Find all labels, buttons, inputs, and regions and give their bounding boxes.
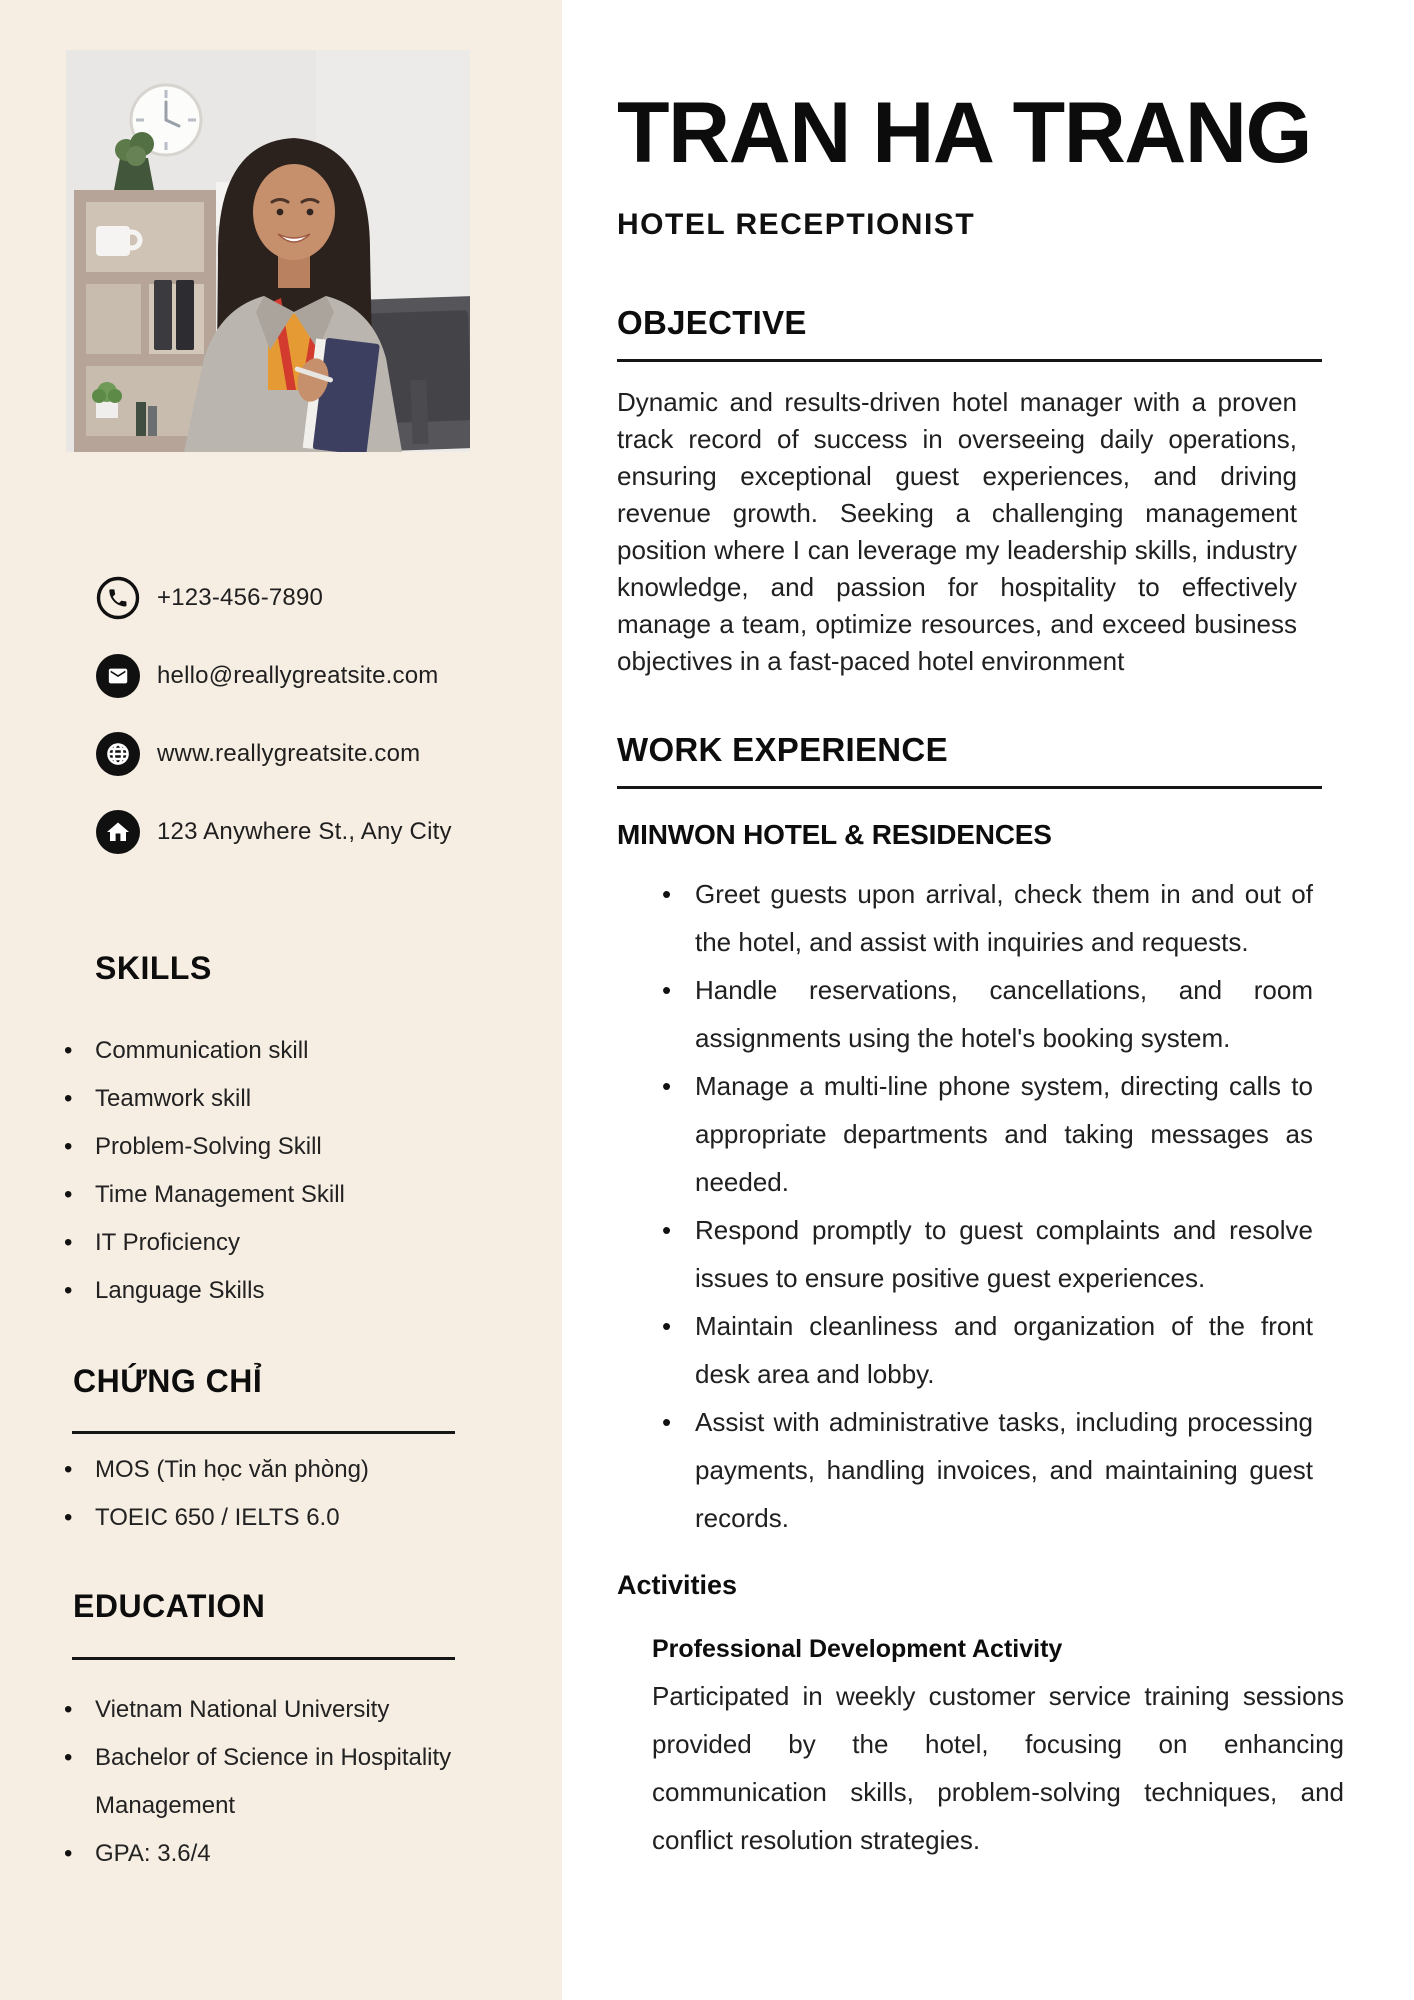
email-icon — [96, 654, 140, 698]
employer-name: MINWON HOTEL & RESIDENCES — [617, 819, 1052, 850]
work-bullet: • Assist with administrative tasks, including processing payments, handling invoices, and maintaining guest records. — [617, 1398, 1313, 1542]
skills-list — [62, 1027, 562, 1315]
certificates-list — [62, 1446, 562, 1542]
skill-item: • Language Skills — [62, 1267, 454, 1315]
objective-text: Dynamic and results-driven hotel manager with a proven track record of success in overseeing daily operations, ensuring exceptional guest experiences, and driving revenue growth. Seeking a challenging management position where I can leverage my leadership skills, industry knowledge, and passion for hospitality to effectively manage a team, optimize resources, and exceed business objectives in a fast-paced hotel environment — [617, 387, 1297, 676]
contact-address — [96, 810, 562, 854]
work-bullet: • Greet guests upon arrival, check them in and out of the hotel, and assist with inquiries and requests. — [617, 870, 1313, 966]
contact-block — [96, 576, 562, 854]
work-experience-divider — [617, 786, 1322, 789]
education-list — [62, 1686, 562, 1878]
education-item: • Vietnam National University — [62, 1686, 452, 1734]
skill-item: • IT Proficiency — [62, 1219, 454, 1267]
education-item: • GPA: 3.6/4 — [62, 1830, 452, 1878]
education-heading: EDUCATION — [73, 1588, 266, 1624]
skills-heading: SKILLS — [95, 950, 212, 986]
activity-text: Participated in weekly customer service training sessions provided by the hotel, focusing on enhancing communication skills, problem-solving techniques, and conflict resolution strategies. — [652, 1681, 1344, 1855]
work-bullet: • Manage a multi-line phone system, directing calls to appropriate departments and taking messages as needed. — [617, 1062, 1313, 1206]
phone-number: +123-456-7890 — [157, 584, 324, 611]
certificate-item: • MOS (Tin học văn phòng) — [62, 1446, 454, 1494]
education-divider — [72, 1657, 455, 1660]
skill-item: • Teamwork skill — [62, 1075, 454, 1123]
work-bullet: • Maintain cleanliness and organization of the front desk area and lobby. — [617, 1302, 1313, 1398]
contact-website — [96, 732, 562, 776]
education-item: • Bachelor of Science in Hospitality Management — [62, 1734, 452, 1830]
certificates-divider — [72, 1431, 455, 1434]
skill-item: • Communication skill — [62, 1027, 454, 1075]
work-experience-heading: WORK EXPERIENCE — [617, 731, 948, 768]
website-icon — [96, 732, 140, 776]
job-title: HOTEL RECEPTIONIST — [617, 208, 976, 241]
work-bullet: • Respond promptly to guest complaints and resolve issues to ensure positive guest experiences. — [617, 1206, 1313, 1302]
skill-item: • Problem-Solving Skill — [62, 1123, 454, 1171]
website-url: www.reallygreatsite.com — [157, 740, 421, 767]
skill-item: • Time Management Skill — [62, 1171, 454, 1219]
activities-heading: Activities — [617, 1570, 738, 1600]
candidate-name: TRAN HA TRANG — [617, 85, 1311, 181]
address-text: 123 Anywhere St., Any City — [157, 818, 452, 845]
profile-photo-illustration — [66, 50, 470, 452]
work-experience-list — [617, 870, 1313, 1542]
phone-icon — [96, 576, 140, 620]
sidebar — [0, 0, 562, 2000]
email-address: hello@reallygreatsite.com — [157, 662, 439, 689]
objective-divider — [617, 359, 1322, 362]
main-content — [562, 0, 1414, 2000]
contact-phone — [96, 576, 562, 620]
activity-subheading: Professional Development Activity — [652, 1635, 1063, 1663]
certificate-item: • TOEIC 650 / IELTS 6.0 — [62, 1494, 454, 1542]
contact-email — [96, 654, 562, 698]
work-bullet: • Handle reservations, cancellations, and room assignments using the hotel's booking system. — [617, 966, 1313, 1062]
profile-photo — [66, 50, 470, 452]
certificates-heading: CHỨNG CHỈ — [73, 1363, 263, 1399]
objective-heading: OBJECTIVE — [617, 304, 807, 341]
home-icon — [96, 810, 140, 854]
